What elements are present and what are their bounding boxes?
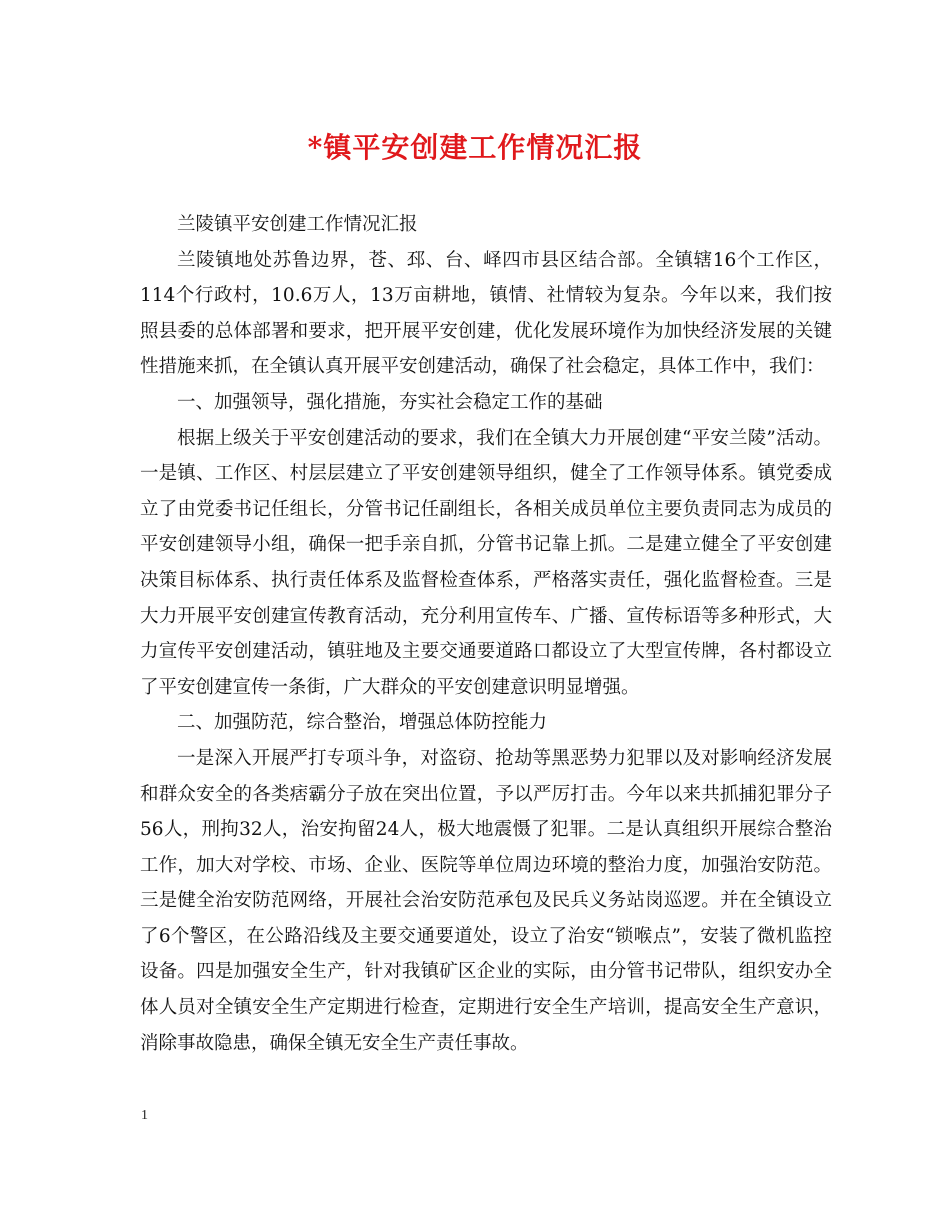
paragraph-section-1: 根据上级关于平安创建活动的要求，我们在全镇大力开展创建“平安兰陵”活动。一是镇、工作区、村层层建立了平安创建领导组织，健全了工作领导体系。镇党委成立了由党委书记任组长，分管书记任副组长，各相关成员单位主要负责同志为成员的平安创建领导小组，确保一把手亲自抓，分管书记靠上抓。二是建立健全了平安创建决策目标体系、执行责任体系及监督检查体系，严格落实责任，强化监督检查。三是大力开展平安创建宣传教育活动，充分利用宣传车、广播、宣传标语等多种形式，大力宣传平安创建活动，镇驻地及主要交通要道路口都设立了大型宣传牌，各村都设立了平安创建宣传一条街，广大群众的平安创建意识明显增强。: [140, 427, 832, 698]
document-title: *镇平安创建工作情况汇报: [307, 131, 643, 164]
page-number: 1: [141, 1108, 148, 1123]
document-body: [140, 207, 832, 1061]
section-heading-1: 一、加强领导，强化措施，夯实社会稳定工作的基础: [177, 391, 603, 413]
paragraph-heading: 兰陵镇平安创建工作情况汇报: [177, 214, 418, 235]
paragraph-section-2: 一是深入开展严打专项斗争，对盗窃、抢劫等黑恶势力犯罪以及对影响经济发展和群众安全的各类痞霸分子放在突出位置，予以严厉打击。今年以来共抓捕犯罪分子56人，刑拘32人，治安拘留24人，极大地震慑了犯罪。二是认真组织开展综合整治工作，加大对学校、市场、企业、医院等单位周边环境的整治力度，加强治安防范。三是健全治安防范网络，开展社会治安防范承包及民兵义务站岗巡逻。并在全镇设立了6个警区，在公路沿线及主要交通要道处，设立了治安“锁喉点”，安装了微机监控设备。四是加强安全生产，针对我镇矿区企业的实际，由分管书记带队，组织安办全体人员对全镇安全生产定期进行检查，定期进行安全生产培训，提高安全生产意识，消除事故隐患，确保全镇无安全生产责任事故。: [140, 747, 832, 1054]
section-heading-2: 二、加强防范，综合整治，增强总体防控能力: [177, 712, 548, 734]
paragraph-intro: 兰陵镇地处苏鲁边界，苍、邳、台、峄四市县区结合部。全镇辖16个工作区，114个行政村，10.6万人，13万亩耕地，镇情、社情较为复杂。今年以来，我们按照县委的总体部署和要求，把开展平安创建，优化发展环境作为加快经济发展的关键性措施来抓，在全镇认真开展平安创建活动，确保了社会稳定，具体工作中，我们：: [140, 249, 832, 378]
